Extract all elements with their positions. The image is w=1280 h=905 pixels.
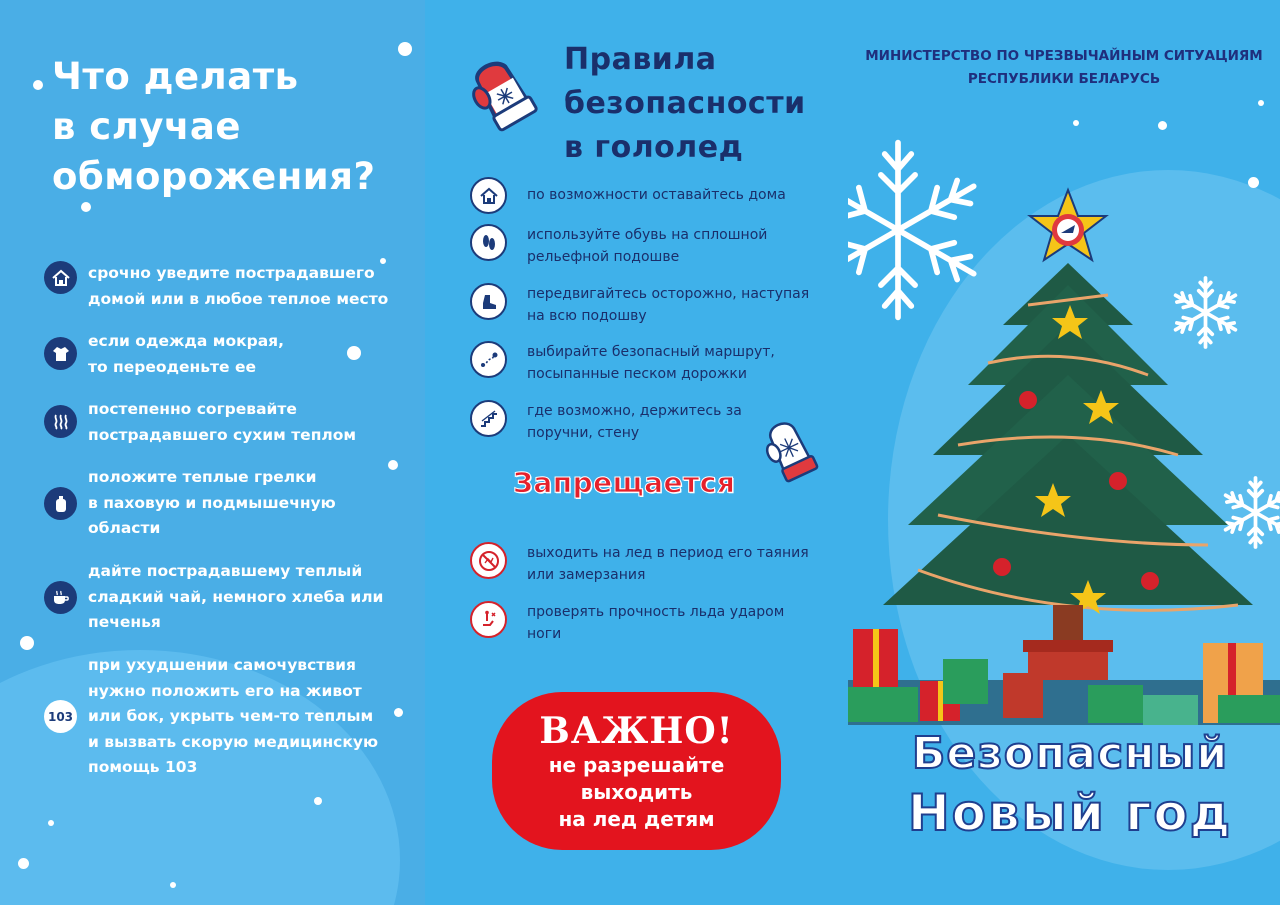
important-line: выходить <box>580 780 693 804</box>
title-line: в случае <box>52 105 241 148</box>
tea-cup-icon <box>44 581 77 614</box>
frostbite-panel <box>0 0 425 905</box>
cover-panel <box>848 0 1280 905</box>
frostbite-tip <box>44 261 414 312</box>
title-line: обморожения? <box>52 155 376 198</box>
important-line: на лед детям <box>558 807 715 831</box>
snow-dot <box>1073 120 1079 126</box>
clothes-icon <box>44 337 77 370</box>
tip-line: в паховую и подмышечную <box>88 493 336 512</box>
shoe-sole-icon <box>470 224 507 261</box>
boot-icon <box>470 283 507 320</box>
slogan-line-2: Новый год <box>907 784 1233 842</box>
tip-line: и вызвать скорую медицинскую <box>88 732 379 751</box>
tip-line: постепенно согревайте <box>88 400 297 418</box>
ministry-name <box>848 45 1280 91</box>
rule-line: на всю подошву <box>527 308 647 324</box>
important-warning <box>492 692 781 850</box>
tip-line: печенья <box>88 613 161 631</box>
mitten-icon <box>755 412 835 492</box>
frostbite-tip <box>44 465 414 542</box>
tip-line: или бок, укрыть чем-то теплым <box>88 707 374 725</box>
route-icon <box>470 341 507 378</box>
emergency-number: 103 <box>47 709 74 724</box>
frostbite-tip <box>44 397 414 448</box>
no-kick-ice-icon <box>470 601 507 638</box>
frostbite-tip <box>44 653 414 781</box>
ministry-line: МИНИСТЕРСТВО ПО ЧРЕЗВЫЧАЙНЫМ СИТУАЦИЯМ <box>865 48 1263 64</box>
snow-dot <box>1258 100 1264 106</box>
snow-dot <box>380 258 386 264</box>
rule-line: выбирайте безопасный маршрут, <box>527 344 775 360</box>
title-line: Что делать <box>52 55 299 98</box>
frostbite-title <box>52 52 402 202</box>
gift-boxes-illustration <box>848 615 1280 725</box>
ice-rule <box>470 224 840 268</box>
tip-line: домой или в любое теплое место <box>88 289 389 308</box>
tip-line: сладкий чай, немного хлеба или <box>88 587 384 606</box>
snow-dot <box>18 858 29 869</box>
snow-dot <box>314 797 322 805</box>
rule-line: по возможности оставайтесь дома <box>527 187 786 203</box>
rule-line: передвигайтесь осторожно, наступая <box>527 286 810 302</box>
house-icon <box>470 177 507 214</box>
snow-dot <box>347 346 361 360</box>
emergency-103-icon <box>44 700 77 733</box>
rule-line: где возможно, держитесь за <box>527 403 742 419</box>
snow-dot <box>1248 177 1259 188</box>
rule-line: проверять прочность льда ударом <box>527 604 785 620</box>
tip-line: нужно положить его на живот <box>88 681 362 700</box>
tip-line: при ухудшении самочувствия <box>88 656 356 674</box>
rule-line: посыпанные песком дорожки <box>527 366 747 382</box>
mitten-icon <box>462 48 557 143</box>
title-line: Правила <box>564 42 717 77</box>
forbidden-rule <box>470 542 840 586</box>
stairs-handrail-icon <box>470 400 507 437</box>
rule-line: рельефной подошве <box>527 249 680 265</box>
snow-dot <box>388 460 398 470</box>
tip-line: пострадавшего сухим теплом <box>88 425 357 444</box>
heat-waves-icon <box>44 405 77 438</box>
no-thin-ice-icon <box>470 542 507 579</box>
snow-dot <box>33 80 43 90</box>
hot-water-bottle-icon <box>44 487 77 520</box>
frostbite-tip <box>44 559 414 636</box>
important-line: не разрешайте <box>548 753 725 777</box>
ice-rule <box>470 177 840 214</box>
snow-dot <box>170 882 176 888</box>
ice-rules-title <box>564 38 806 170</box>
rule-line: поручни, стену <box>527 425 640 441</box>
ice-rule <box>470 283 840 327</box>
title-line: в гололед <box>564 130 744 165</box>
tip-line: помощь 103 <box>88 758 198 776</box>
snow-dot <box>398 42 412 56</box>
snow-dot <box>1158 121 1167 130</box>
slogan-line-1: Безопасный <box>911 728 1229 779</box>
tip-line: дайте пострадавшему теплый <box>88 562 363 580</box>
tip-line: если одежда мокрая, <box>88 332 285 350</box>
important-heading: ВАЖНО! <box>539 710 734 752</box>
forbidden-title: Запрещается <box>513 466 736 499</box>
rule-line: ноги <box>527 626 562 642</box>
rule-line: используйте обувь на сплошной <box>527 227 768 243</box>
rule-line: выходить на лед в период его таяния <box>527 545 809 561</box>
snow-dot <box>48 820 54 826</box>
ice-safety-panel <box>425 0 848 905</box>
title-line: безопасности <box>564 86 806 121</box>
ice-rule <box>470 341 840 385</box>
house-icon <box>44 261 77 294</box>
forbidden-rule <box>470 601 840 645</box>
snow-dot <box>20 636 34 650</box>
tip-line: то переоденьте ее <box>88 357 256 376</box>
snow-dot <box>81 202 91 212</box>
tip-line: области <box>88 519 161 537</box>
tip-line: срочно уведите пострадавшего <box>88 264 375 282</box>
tip-line: положите теплые грелки <box>88 468 317 486</box>
rule-line: или замерзания <box>527 567 646 583</box>
ministry-line: РЕСПУБЛИКИ БЕЛАРУСЬ <box>967 71 1161 87</box>
snow-dot <box>394 708 403 717</box>
